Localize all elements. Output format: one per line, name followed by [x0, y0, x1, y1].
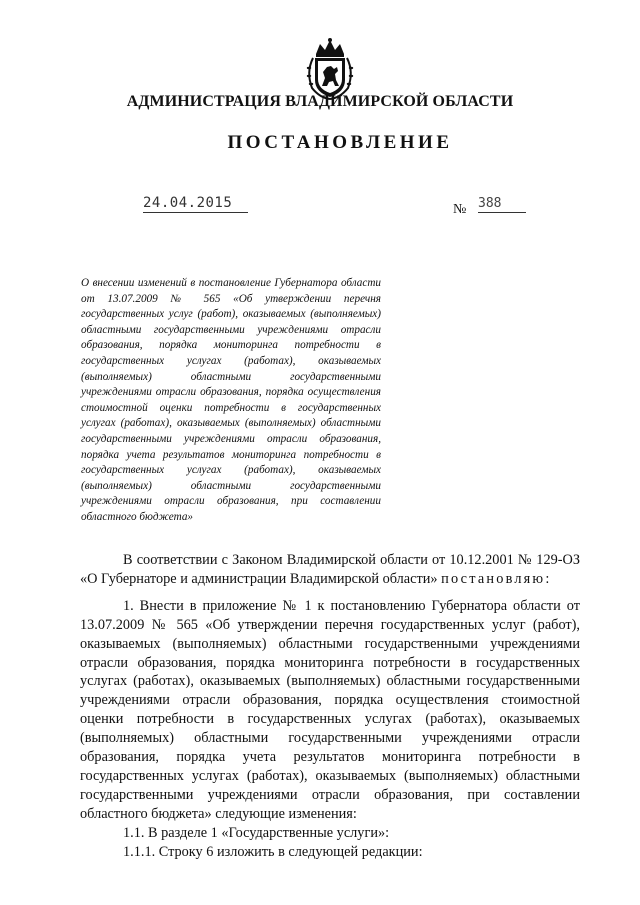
- preamble-text: В соответствии с Законом Владимирской области от 10.12.2001 № 129-ОЗ «О Губернаторе и администрации Владимирской области»: [80, 552, 580, 587]
- number-label: №: [453, 202, 467, 217]
- document-body: [80, 551, 580, 862]
- document-number: 388: [478, 196, 526, 213]
- document-subject: О внесении изменений в постановление Губернатора области от 13.07.2009 № 565 «Об утверждении перечня государственных услуг (работ), оказываемых (выполняемых) областными государственными учреждениями отрасли образования, порядка мониторинга потребности в государственных услугах (работах), оказываемых (выполняемых) областными государственными учреждениями отрасли образования, порядка осуществления стоимостной оценки потребности в государственных услугах (работах), оказываемых (выполняемых) областными государственными учреждениями отрасли образования, порядка учета результатов мониторинга потребности в государственных услугах (работах), оказываемых (выполняемых) областными государственными учреждениями отрасли образования, при составлении областного бюджета»: [81, 277, 381, 523]
- preamble-resolution-word: постановляю:: [441, 570, 552, 587]
- preamble: [80, 551, 580, 589]
- paragraph-1: 1. Внести в приложение № 1 к постановлению Губернатора области от 13.07.2009 № 565 «Об утверждении перечня государственных услуг (работ), оказываемых (выполняемых) областными государственными учреждениями отрасли образования, порядка мониторинга потребности в государственных услугах (работах), оказываемых (выполняемых) областными государственными учреждениями отрасли образования, порядка осуществления стоимостной оценки потребности в государственных услугах (работах), оказываемых (выполняемых) областными государственными учреждениями отрасли образования, порядка учета результатов мониторинга потребности в государственных услугах (работах), оказываемых (выполняемых) областными государственными учреждениями отрасли образования, при составлении областного бюджета» следующие изменения:: [80, 597, 580, 822]
- paragraph-1-1: 1.1. В разделе 1 «Государственные услуги»:: [123, 824, 390, 841]
- vladimir-coat-of-arms-icon: [298, 36, 362, 100]
- organization-name: АДМИНИСТРАЦИЯ ВЛАДИМИРСКОЙ ОБЛАСТИ: [126, 93, 514, 110]
- paragraph-1-1-1: 1.1.1. Строку 6 изложить в следующей редакции:: [123, 843, 423, 860]
- document-date: 24.04.2015: [143, 195, 248, 213]
- document-type: ПОСТАНОВЛЕНИЕ: [227, 132, 453, 153]
